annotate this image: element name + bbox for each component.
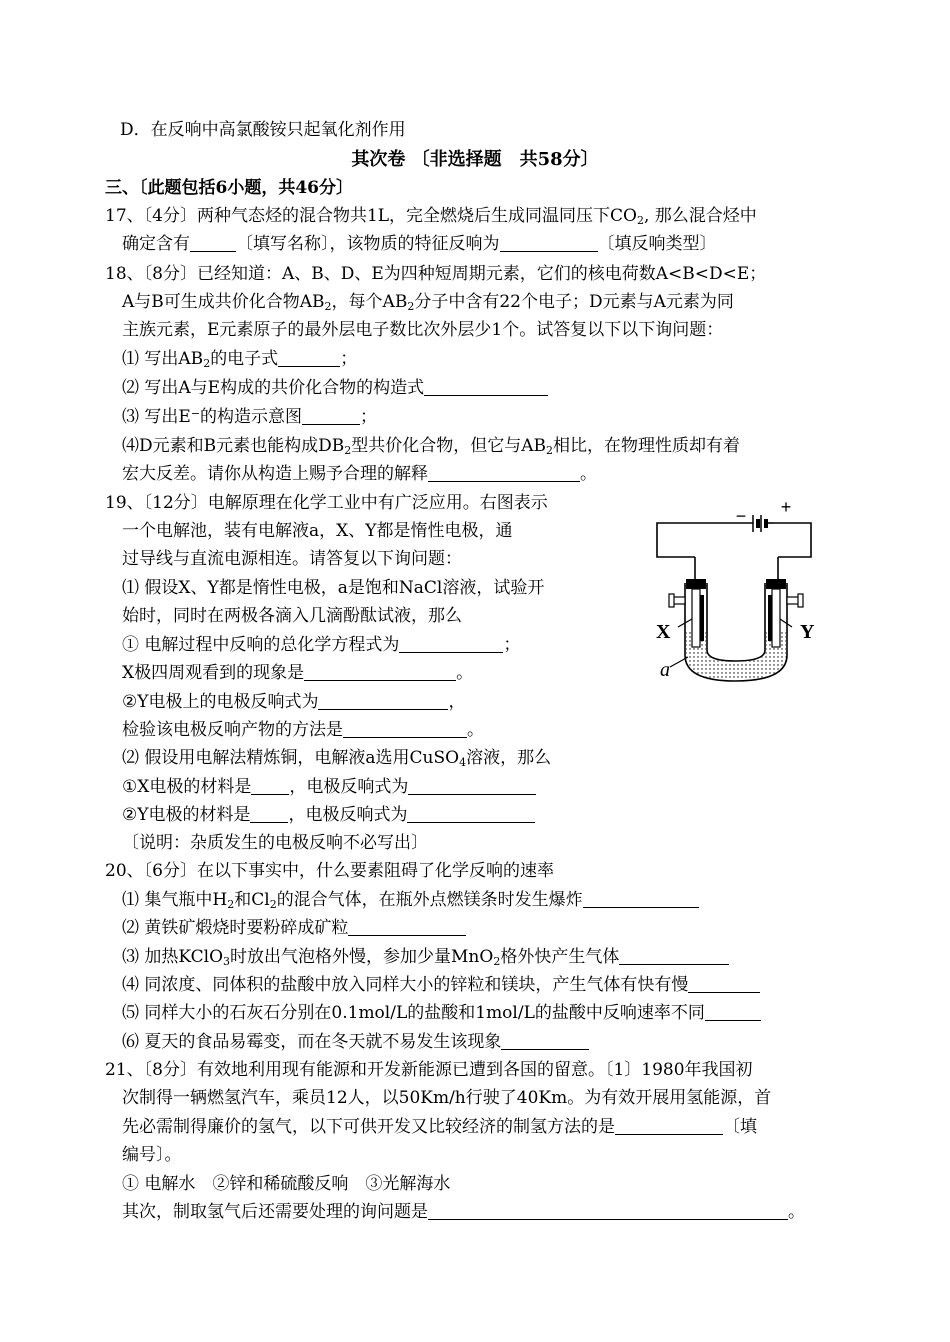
q20-part6: ⑹ 夏天的食品易霉变，而在冬天就不易发生该现象: [122, 1030, 589, 1054]
q19-line11: ①X电极的材料是 ，电极反响式为: [122, 775, 536, 799]
q18-blank-4[interactable]: [428, 463, 580, 482]
q20-line1: 20、〔6分〕在以下事实中，什么要素阻碍了化学反响的速率: [105, 861, 554, 881]
a-label: a: [660, 659, 670, 681]
x-stopper: [686, 579, 706, 589]
q20-blank-4[interactable]: [688, 974, 760, 993]
q18-part5: 宏大反差。请你从构造上赐予合理的解释 。: [122, 464, 597, 484]
minus-label: −: [735, 506, 747, 526]
q19-blank-x-phenomenon[interactable]: [304, 662, 456, 681]
q20-blank-5[interactable]: [705, 1002, 761, 1021]
section-title: 三、〔此题包括6小题，共46分〕: [105, 178, 353, 198]
q21-line4: 编号〕。: [122, 1145, 182, 1165]
q20-blank-1[interactable]: [583, 889, 699, 908]
q21-line3: 先必需制得廉价的氢气，以下可供开发又比较经济的制氢方法的是 〔填: [122, 1117, 757, 1137]
q20-part3: ⑶ 加热KClO$_3$时放出气泡格外慢，参加少量MnO$_2$格外快产生气体: [122, 945, 729, 969]
wire-right: [774, 523, 811, 557]
q19-blank-test-method[interactable]: [343, 719, 467, 738]
wire-left: [657, 523, 735, 557]
q19-blank-y-reaction[interactable]: [318, 691, 448, 710]
q20-part4: ⑷ 同浓度、同体积的盐酸中放入同样大小的锌粒和镁块，产生气体有快有慢: [122, 973, 760, 997]
q19-blank-equation[interactable]: [399, 634, 503, 653]
q21-line1: 21、〔8分〕有效地利用现有能源和开发新能源已遭到各国的留意。〔1〕1980年我国初: [105, 1060, 753, 1080]
q18-blank-3[interactable]: [302, 406, 360, 425]
q19-line5: 始时，同时在两极各滴入几滴酚酞试液，那么: [122, 606, 462, 626]
q18-part3: ⑶ 写出E−的构造示意图 ；: [122, 407, 378, 427]
q19-line6: ① 电解过程中反响的总化学方程式为 ；: [122, 635, 521, 655]
q19-line7: X极四周观看到的现象是 。: [122, 663, 474, 683]
q19-line4: ⑴ 假设X、Y都是惰性电极，a是饱和NaCl溶液，试验开: [122, 578, 545, 598]
q17-line1: 17、〔4分〕两种气态烃的混合物共1L，完全燃烧后生成同温同压下$CO_2$, 那么混合烃中: [105, 206, 757, 227]
u-tube-inner: [707, 583, 765, 661]
x-side-tap: [673, 597, 685, 604]
q18-part2: ⑵ 写出A与E构成的共价化合物的构造式: [122, 376, 548, 400]
q18-part1: ⑴ 写出$AB_2$的电子式 ；: [122, 349, 358, 370]
q18-line1: 18、〔8分〕已经知道：A、B、D、E为四种短周期元素，它们的核电荷数A<B<D<E；: [105, 264, 767, 284]
q19-blank-x-material[interactable]: [251, 776, 289, 795]
q18-line2: A与B可生成共价化合物$AB_2$，每个$AB_2$分子中含有22个电子；D元素与A元素为同: [122, 292, 734, 313]
q19-line12: ②Y电极的材料是 ，电极反响式为: [122, 803, 535, 827]
y-stopper: [766, 579, 786, 589]
q18-blank-2[interactable]: [424, 377, 548, 396]
q21-blank-problem[interactable]: [428, 1201, 788, 1220]
q20-blank-6[interactable]: [501, 1031, 589, 1050]
q19-blank-x-reaction[interactable]: [408, 776, 536, 795]
q19-note: 〔说明：杂质发生的电极反响不必写出〕: [122, 833, 428, 853]
q20-part2: ⑵ 黄铁矿煅烧时要粉碎成矿粒: [122, 916, 466, 940]
q19-line9: 检验该电极反响产物的方法是 。: [122, 720, 484, 740]
y-electrode: [772, 589, 780, 647]
q20-part1: ⑴ 集气瓶中$H_2$和$Cl_2$的混合气体，在瓶外点燃镁条时发生爆炸: [122, 888, 699, 912]
q19-blank-y-material[interactable]: [250, 804, 288, 823]
q21-line2: 次制得一辆燃氢汽车，乘员12人，以50Km/h行驶了40Km。为有效开展用氢能源，首: [122, 1088, 772, 1108]
q21-line6: 其次，制取氢气后还需要处理的询问题是 。: [122, 1202, 805, 1222]
q19-line2: 一个电解池，装有电解液a，X、Y都是惰性电极，通: [122, 521, 513, 541]
q19-line10: ⑵ 假设用电解法精炼铜，电解液a选用CuSO$_4$溶液，那么: [122, 748, 552, 769]
q21-blank-method[interactable]: [615, 1116, 723, 1135]
y-side-tap: [787, 597, 799, 604]
q19-line3: 过导线与直流电源相连。请答复以下询问题：: [122, 549, 462, 569]
q20-blank-3[interactable]: [619, 946, 729, 965]
q19-line1: 19、〔12分〕电解原理在化学工业中有广泛应用。右图表示: [105, 493, 548, 513]
electrolysis-cell-diagram: [640, 495, 840, 685]
q19-line8: ②Y电极上的电极反响式为 ，: [122, 692, 466, 712]
q17-blank-name[interactable]: [190, 233, 236, 252]
q17-line2: 确定含有 〔填写名称〕，该物质的特征反响为 〔填反响类型〕: [122, 234, 717, 254]
q19-blank-y-reaction2[interactable]: [407, 804, 535, 823]
q20-blank-2[interactable]: [348, 917, 466, 936]
q18-blank-1[interactable]: [278, 348, 340, 367]
x-label: X: [656, 621, 671, 643]
q20-part5: ⑸ 同样大小的石灰石分别在0.1mol/L的盐酸和1mol/L的盐酸中反响速率不同: [122, 1001, 761, 1025]
option-d: D．在反响中高氯酸铵只起氧化剂作用: [120, 120, 406, 140]
q17-blank-reaction-type[interactable]: [500, 233, 598, 252]
x-electrode: [692, 589, 700, 647]
plus-label: +: [780, 497, 792, 517]
q18-part4: ⑷D元素和B元素也能构成$DB_2$型共价化合物，但它与$AB_2$相比，在物理性质却有着: [122, 436, 741, 457]
part-title: 其次卷 〔非选择题 共58分〕: [351, 149, 599, 170]
q21-line5: ① 电解水 ②锌和稀硫酸反响 ③光解海水: [122, 1174, 451, 1194]
y-label: Y: [800, 621, 815, 643]
q18-line3: 主族元素，E元素原子的最外层电子数比次外层少1个。试答复以下以下询问题：: [122, 320, 724, 340]
